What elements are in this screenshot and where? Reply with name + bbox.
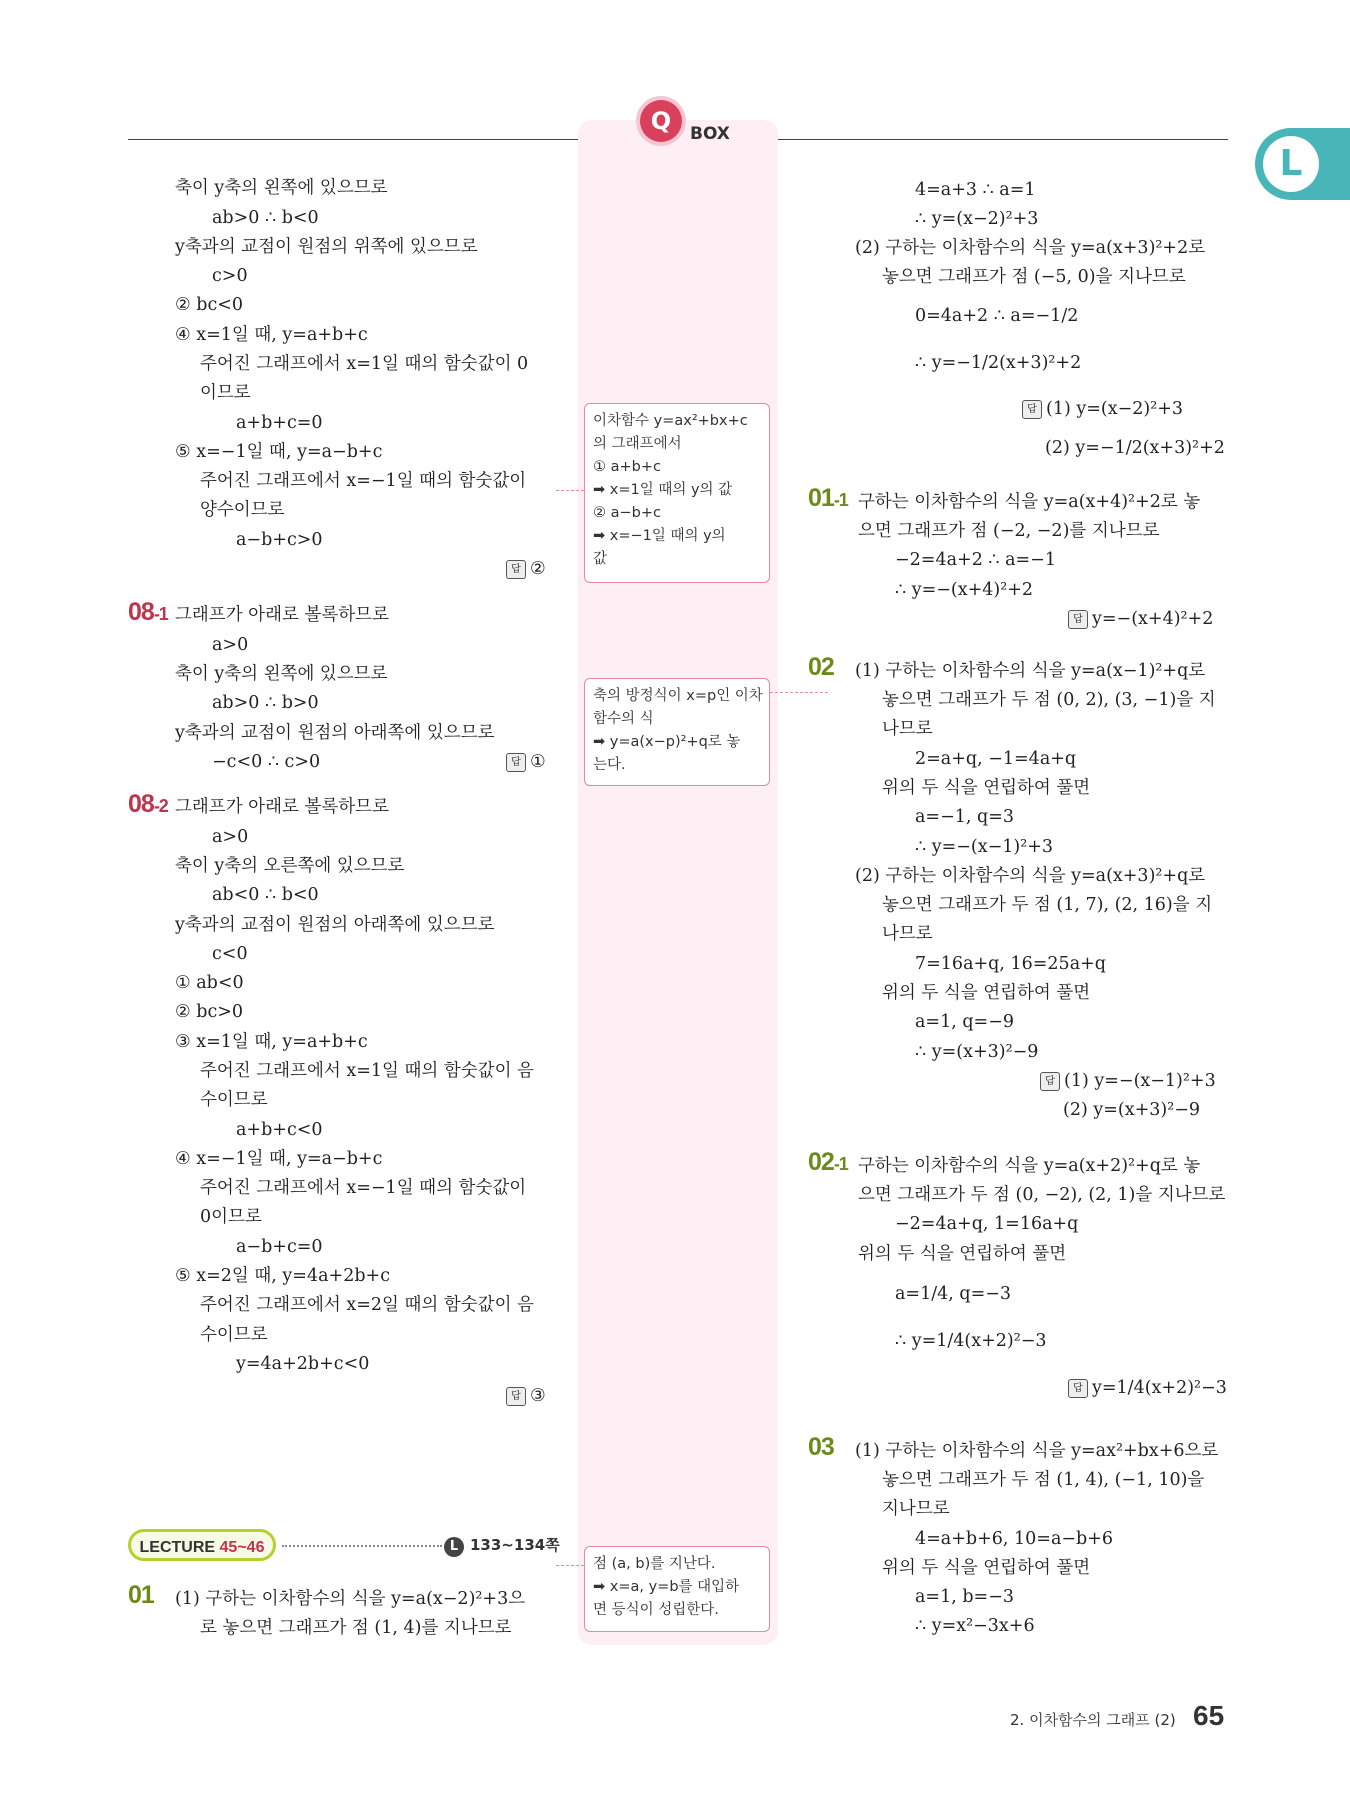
note-line: 이차함수 y=ax²+bx+c [593,413,748,429]
lecture-badge [128,1529,276,1561]
answer-line [1068,608,1213,630]
text-line: c>0 [212,266,248,286]
text-line: 주어진 그래프에서 x=1일 때의 함숫값이 음 [200,1061,534,1081]
qbox-badge: Q [640,100,682,142]
answer-icon: 답 [1040,1072,1060,1091]
note-connector [556,1565,584,1566]
text-line: ③ x=1일 때, y=a+b+c [175,1032,368,1052]
text-line: ∴ y=x²−3x+6 [915,1616,1035,1636]
header-rule-left [128,139,578,140]
text-line: a=−1, q=3 [915,807,1015,827]
text-line: a>0 [212,635,249,655]
answer-value: (1) y=−(x−1)²+3 [1064,1071,1216,1091]
problem-number-main: 02 [808,1148,834,1176]
problem-number: 03 [808,1433,834,1461]
qbox-title: BOX [690,124,730,144]
text-line: a=1/4, q=−3 [895,1284,1012,1304]
chapter-title: 2. 이차함수의 그래프 (2) [1010,1711,1176,1729]
text-line: (1) 구하는 이차함수의 식을 y=ax²+bx+6으로 [855,1441,1219,1461]
text-line: y축과의 교점이 원점의 위쪽에 있으므로 [175,237,478,257]
answer-icon: 답 [1068,1379,1088,1398]
text-line: ∴ y=(x+3)²−9 [915,1042,1039,1062]
text-line: a=1, b=−3 [915,1587,1015,1607]
text-line: (2) 구하는 이차함수의 식을 y=a(x+3)²+2로 [855,238,1206,258]
text-line: 나므로 [882,719,933,739]
note-line: 값 [593,551,608,567]
text-line: (2) 구하는 이차함수의 식을 y=a(x+3)²+q로 [855,866,1206,886]
problem-number-main: 01 [808,484,834,512]
answer-icon: 답 [506,560,526,579]
text-line: ∴ y=−(x+4)²+2 [895,580,1034,600]
text-line: ① ab<0 [175,973,244,993]
text-line: 축이 y축의 왼쪽에 있으므로 [175,178,388,198]
answer-value: (1) y=(x−2)²+3 [1046,399,1184,419]
text-line: ∴ y=−1/2(x+3)²+2 [915,353,1082,373]
note-line: ➡ x=a, y=b를 대입하 [593,1579,740,1595]
answer-line [1022,398,1183,420]
text-line: 축이 y축의 왼쪽에 있으므로 [175,664,388,684]
answer-value: ② [530,559,546,579]
text-line: 지나므로 [882,1499,950,1519]
note-line: ① a+b+c [593,459,661,475]
answer-line [506,558,546,580]
text-line: (1) 구하는 이차함수의 식을 y=a(x−2)²+3으 [175,1589,526,1609]
text-line: −2=4a+2 ∴ a=−1 [895,550,1056,570]
text-line: y축과의 교점이 원점의 아래쪽에 있으므로 [175,915,495,935]
problem-number [128,598,168,626]
text-line: 양수이므로 [200,500,285,520]
text-line: ④ x=1일 때, y=a+b+c [175,325,368,345]
text-line: (1) 구하는 이차함수의 식을 y=a(x−1)²+q로 [855,661,1206,681]
text-line: ∴ y=(x−2)²+3 [915,209,1039,229]
text-line: 4=a+3 ∴ a=1 [915,180,1036,200]
text-line: −c<0 ∴ c>0 [212,752,321,772]
text-line: a−b+c>0 [236,530,323,550]
note-line: 의 그래프에서 [593,436,682,452]
text-line: 주어진 그래프에서 x=−1일 때의 함숫값이 [200,471,527,491]
note-line: 점 (a, b)를 지난다. [593,1556,716,1572]
text-line: ② bc>0 [175,1002,244,1022]
answer-line [506,1385,546,1407]
text-line: ab<0 ∴ b<0 [212,885,319,905]
answer-value: ① [530,752,546,772]
answer-line: (2) y=(x+3)²−9 [1063,1100,1201,1120]
answer-value: y=−(x+4)²+2 [1092,609,1214,629]
problem-number-main: 08 [128,790,154,818]
note-line: ② a−b+c [593,505,661,521]
note-line: 축의 방정식이 x=p인 이차 [593,688,763,704]
text-line: 놓으면 그래프가 두 점 (0, 2), (3, −1)을 지 [882,690,1216,710]
text-line: 위의 두 식을 연립하여 풀면 [882,778,1091,798]
note-line: 면 등식이 성립한다. [593,1602,719,1618]
text-line: ④ x=−1일 때, y=a−b+c [175,1149,383,1169]
text-line: 주어진 그래프에서 x=2일 때의 함숫값이 음 [200,1295,534,1315]
text-line: 0이므로 [200,1207,262,1227]
problem-number-sub: -1 [833,490,848,510]
text-line: 으면 그래프가 두 점 (0, −2), (2, 1)을 지나므로 [858,1185,1226,1205]
note-line: 함수의 식 [593,711,654,727]
qbox-column [578,120,778,1645]
lecture-pages: 133~134쪽 [470,1536,560,1554]
text-line: 7=16a+q, 16=25a+q [915,954,1106,974]
answer-line [1040,1070,1216,1092]
text-line: 위의 두 식을 연립하여 풀면 [882,983,1091,1003]
text-line: ab>0 ∴ b>0 [212,693,319,713]
lecture-page-ref [444,1534,560,1557]
answer-icon: 답 [1022,400,1042,419]
text-line: a=1, q=−9 [915,1012,1015,1032]
text-line: 로 놓으면 그래프가 점 (1, 4)를 지나므로 [200,1618,512,1638]
problem-number-sub: -1 [153,604,168,624]
answer-value: y=1/4(x+2)²−3 [1092,1378,1227,1398]
answer-icon: 답 [506,753,526,772]
text-line: 4=a+b+6, 10=a−b+6 [915,1529,1114,1549]
text-line: ② bc<0 [175,295,244,315]
text-line: 주어진 그래프에서 x=−1일 때의 함숫값이 [200,1178,527,1198]
text-line: c<0 [212,944,248,964]
problem-number [128,790,168,818]
text-line: 나므로 [882,924,933,944]
text-line: 2=a+q, −1=4a+q [915,749,1077,769]
text-line: 축이 y축의 오른쪽에 있으므로 [175,856,405,876]
text-line: 그래프가 아래로 볼록하므로 [175,605,389,625]
text-line: 주어진 그래프에서 x=1일 때의 함숫값이 0 [200,354,529,374]
problem-number-main: 08 [128,598,154,626]
answer-icon: 답 [506,1387,526,1406]
answer-icon: 답 [1068,610,1088,629]
note-line: 는다. [593,757,626,773]
text-line: ∴ y=−(x−1)²+3 [915,837,1054,857]
note-connector [770,692,828,693]
text-line: a+b+c<0 [236,1120,323,1140]
text-line: a>0 [212,827,249,847]
text-line: 수이므로 [200,1090,268,1110]
text-line: 놓으면 그래프가 점 (−5, 0)을 지나므로 [882,267,1186,287]
lecture-tab-icon: L [1263,136,1319,192]
lecture-word: LECTURE [139,1539,216,1556]
answer-line: (2) y=−1/2(x+3)²+2 [1045,438,1225,458]
text-line: 놓으면 그래프가 두 점 (1, 7), (2, 16)을 지 [882,895,1213,915]
text-line: 놓으면 그래프가 두 점 (1, 4), (−1, 10)을 [882,1470,1205,1490]
problem-number-sub: -2 [153,796,168,816]
text-line: −2=4a+q, 1=16a+q [895,1214,1079,1234]
text-line: ⑤ x=−1일 때, y=a−b+c [175,442,383,462]
lecture-leader [282,1545,442,1547]
lecture-tab [1255,128,1350,200]
note-line: ➡ x=1일 때의 y의 값 [593,482,733,498]
text-line: 0=4a+2 ∴ a=−1/2 [915,306,1079,326]
text-line: 수이므로 [200,1325,268,1345]
note-box [584,403,770,583]
text-line: 이므로 [200,383,251,403]
text-line: y=4a+2b+c<0 [236,1354,370,1374]
problem-number [808,1148,848,1176]
answer-line [1068,1377,1227,1399]
lecture-ref-icon: L [444,1537,464,1557]
text-line: a+b+c=0 [236,413,323,433]
note-line: ➡ x=−1일 때의 y의 [593,528,726,544]
text-line: ⑤ x=2일 때, y=4a+2b+c [175,1266,390,1286]
header-rule-right [778,139,1228,140]
text-line: 위의 두 식을 연립하여 풀면 [882,1558,1091,1578]
text-line: 그래프가 아래로 볼록하므로 [175,797,389,817]
page-number: 65 [1193,1700,1225,1731]
text-line: y축과의 교점이 원점의 아래쪽에 있으므로 [175,723,495,743]
note-box [584,678,770,786]
answer-value: ③ [530,1386,546,1406]
text-line: ∴ y=1/4(x+2)²−3 [895,1331,1047,1351]
text-line: 위의 두 식을 연립하여 풀면 [858,1244,1067,1264]
text-line: a−b+c=0 [236,1237,323,1257]
problem-number: 02 [808,653,834,681]
note-line: ➡ y=a(x−p)²+q로 놓 [593,734,741,750]
text-line: 구하는 이차함수의 식을 y=a(x+2)²+q로 놓 [858,1156,1201,1176]
text-line: ab>0 ∴ b<0 [212,208,319,228]
problem-number [808,484,848,512]
note-connector [556,490,584,491]
text-line: 으면 그래프가 점 (−2, −2)를 지나므로 [858,521,1160,541]
note-box [584,1546,770,1632]
problem-number: 01 [128,1581,154,1609]
lecture-range: 45~46 [219,1539,265,1556]
problem-number-sub: -1 [833,1154,848,1174]
answer-line [506,751,546,773]
text-line: 구하는 이차함수의 식을 y=a(x+4)²+2로 놓 [858,492,1201,512]
